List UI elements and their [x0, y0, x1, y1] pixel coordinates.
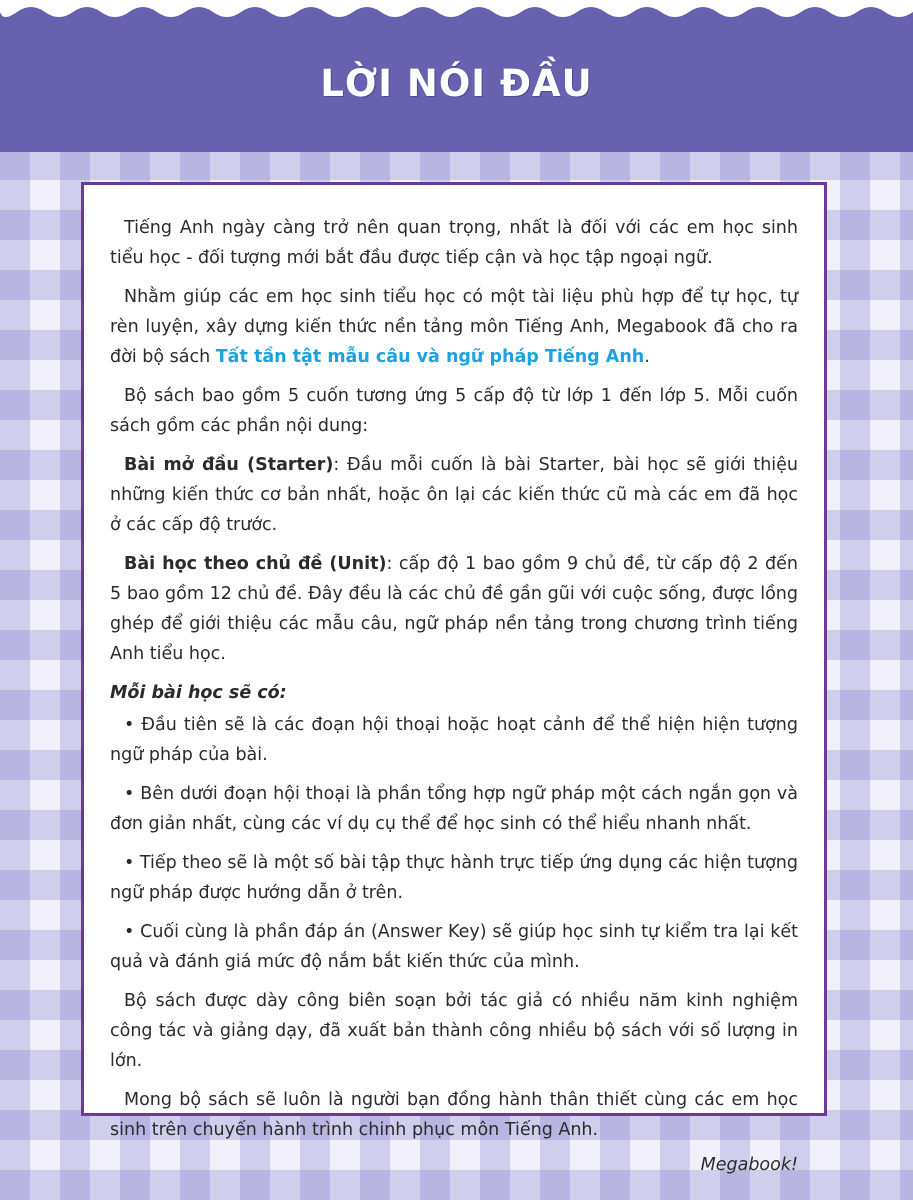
book-title-highlight: Tất tần tật mẫu câu và ngữ pháp Tiếng Anh	[215, 347, 645, 367]
page-title: LỜI NÓI ĐẦU	[320, 62, 593, 105]
author-paragraph: Bộ sách được dày công biên soạn bởi tác giả có nhiều năm kinh nghiệm công tác và giảng dạy, đã xuất bản thành công nhiều bộ sách với số lượng in lớn.	[110, 991, 798, 1071]
closing-paragraph: Mong bộ sách sẽ luôn là người bạn đồng hành thân thiết cùng các em học sinh trên chuyến hành trình chinh phục môn Tiếng Anh.	[110, 1090, 798, 1140]
unit-text: : cấp độ 1 bao gồm 9 chủ đề, từ cấp độ 2 đến 5 bao gồm 12 chủ đề. Đây đều là các chủ đề gần gũi với cuộc sống, được lồng ghép để giới thiệu các mẫu câu, ngữ pháp nền tảng trong chương trình tiếng Anh tiểu học.	[110, 554, 798, 664]
purpose-end: .	[644, 347, 650, 367]
purpose-text: Nhằm giúp các em học sinh tiểu học có một tài liệu phù hợp để tự học, tự rèn luyện, xây dựng kiến thức nền tảng môn Tiếng Anh, Megabook đã cho ra đời bộ sách	[110, 287, 798, 367]
bullet-item: • Cuối cùng là phần đáp án (Answer Key) sẽ giúp học sinh tự kiểm tra lại kết quả và đánh giá mức độ nắm bắt kiến thức của mình.	[110, 922, 798, 972]
purpose-paragraph	[110, 282, 798, 372]
header-banner	[0, 0, 913, 152]
starter-text: : Đầu mỗi cuốn là bài Starter, bài học sẽ giới thiệu những kiến thức cơ bản nhất, hoặc ôn lại các kiến thức cũ mà các em đã học ở các cấp độ trước.	[110, 455, 799, 535]
bullet-item: • Bên dưới đoạn hội thoại là phần tổng hợp ngữ pháp một cách ngắn gọn và đơn giản nhất, cùng các ví dụ cụ thể để học sinh có thể hiểu nhanh nhất.	[110, 784, 798, 834]
content-panel	[81, 182, 827, 1175]
signature: Megabook!	[700, 1155, 798, 1175]
starter-lead: Bài mở đầu (Starter)	[124, 455, 334, 475]
intro-paragraph: Tiếng Anh ngày càng trở nên quan trọng, nhất là đối với các em học sinh tiểu học - đối tượng mới bắt đầu được tiếp cận và học tập ngoại ngữ.	[110, 218, 798, 268]
series-paragraph: Bộ sách bao gồm 5 cuốn tương ứng 5 cấp độ từ lớp 1 đến lớp 5. Mỗi cuốn sách gồm các phần nội dung:	[110, 386, 798, 436]
unit-lead: Bài học theo chủ đề (Unit)	[124, 554, 387, 574]
bullet-item: • Tiếp theo sẽ là một số bài tập thực hành trực tiếp ứng dụng các hiện tượng ngữ pháp được hướng dẫn ở trên.	[110, 853, 798, 903]
wavy-border	[0, 0, 913, 28]
lesson-subheading: Mỗi bài học sẽ có:	[110, 683, 287, 703]
bullet-item: • Đầu tiên sẽ là các đoạn hội thoại hoặc hoạt cảnh để thể hiện hiện tượng ngữ pháp của bài.	[110, 715, 798, 765]
starter-paragraph	[110, 450, 798, 540]
unit-paragraph	[110, 549, 798, 669]
